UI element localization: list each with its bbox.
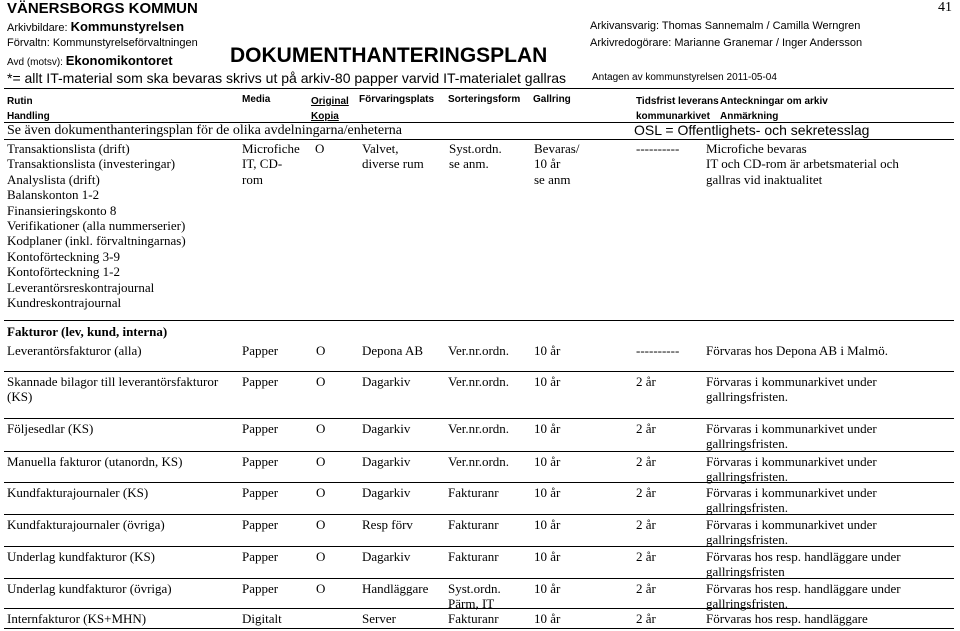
col-header-original [311,94,349,124]
col-culling: Gallring [533,94,571,105]
row-original: O [316,581,326,596]
col-sorting: Sorteringsform [448,94,521,105]
row-sorting-line: Pärm, IT [448,596,495,612]
first-block-original: O [315,141,325,156]
row-notes-line: gallringsfristen. [706,532,788,548]
row-handling [7,549,155,564]
archive-creator [7,19,184,34]
row-culling: 10 år [534,549,561,564]
row-separator [4,371,954,372]
row-culling: 10 år [534,343,561,358]
row-sorting-line: Fakturanr [448,485,499,500]
row-media: Papper [242,343,279,358]
row-deadline: 2 år [636,549,656,564]
sorting-line: Syst.ordn. [449,141,502,156]
department-label: Avd (motsv): [7,57,63,68]
row-handling [7,374,218,405]
row-media: Papper [242,454,279,469]
row-handling-line: Underlag kundfakturor (övriga) [7,581,172,596]
row-media: Papper [242,549,279,564]
row-sorting [448,421,509,436]
page-number: 41 [938,0,952,15]
col-handling: Handling [7,111,50,122]
row-storage: Dagarkiv [362,485,411,500]
media-line: IT, CD- [242,156,283,172]
row-sorting-line: Fakturanr [448,611,499,626]
row-sorting [448,485,499,500]
row-deadline: 2 år [636,581,656,596]
handling-item: Finansieringskonto 8 [7,202,117,218]
row-handling-line: Följesedlar (KS) [7,421,94,436]
archive-responsible: Arkivansvarig: Thomas Sannemalm / Camilla Werngren [590,20,861,32]
col-notes-sub: Anmärkning [720,111,779,122]
row-notes-line: Förvaras i kommunarkivet under [706,485,877,500]
row-separator [4,608,954,609]
handling-item: Kontoförteckning 3-9 [7,248,121,264]
row-notes-line: gallringsfristen. [706,596,788,612]
row-culling: 10 år [534,611,561,626]
culling-line: se anm [534,171,571,187]
row-sorting-line: Syst.ordn. [448,581,501,596]
row-storage: Resp förv [362,517,413,532]
row-media: Papper [242,517,279,532]
handling-item: Kundreskontrajournal [7,295,122,311]
row-handling [7,343,142,358]
row-media: Papper [242,581,279,596]
doc-title: DOKUMENTHANTERINGSPLAN [230,44,548,67]
row-media: Digitalt [242,611,282,626]
storage-line: Valvet, [362,141,399,156]
row-notes-line: gallringsfristen. [706,436,788,452]
row-notes [706,454,877,485]
row-separator [4,451,954,452]
row-original: O [316,454,326,469]
col-notes: Anteckningar om arkiv [720,96,828,107]
first-block-culling [534,141,579,187]
first-block-sorting [449,141,502,172]
archive-admins: Arkivredogörare: Marianne Granemar / Inger Andersson [590,37,863,49]
row-sorting-line: Ver.nr.ordn. [448,343,510,358]
row-sorting-line: Fakturanr [448,517,499,532]
col-original: Original [311,96,349,107]
row-separator [4,482,954,483]
row-notes-line: gallringsfristen. [706,469,788,485]
row-handling-line: Manuella fakturor (utanordn, KS) [7,454,183,469]
row-notes-line: Förvaras hos Depona AB i Malmö. [706,343,888,358]
row-notes-line: Förvaras i kommunarkivet under [706,374,877,389]
row-separator [4,546,954,547]
row-handling-line: Leverantörsfakturor (alla) [7,343,142,358]
row-storage: Dagarkiv [362,374,411,389]
row-storage: Depona AB [362,343,424,358]
row-handling-line: Internfakturor (KS+MHN) [7,611,147,626]
row-handling-line: Skannade bilagor till leverantörsfakturor [7,374,219,389]
row-notes-line: Förvaras hos resp. handläggare under [706,549,901,564]
row-notes-line: gallringsfristen. [706,500,788,516]
it-material-note: *= allt IT-material som ska bevaras skrivs ut på arkiv-80 papper varvid IT-materialet gallras [7,70,567,86]
first-block-items [7,141,186,310]
handling-item: Transaktionslista (investeringar) [7,156,176,172]
row-separator [4,418,954,419]
administration: Förvaltn: Kommunstyrelseförvaltningen [7,37,198,49]
adopted-date: Antagen av kommunstyrelsen 2011-05-04 [592,72,777,83]
row-sorting [448,611,499,626]
row-sorting [448,343,509,358]
row-deadline: 2 år [636,374,656,389]
row-notes [706,549,901,580]
media-line: Microfiche [242,141,300,156]
row-storage: Handläggare [362,581,429,596]
row-notes [706,611,868,626]
row-culling: 10 år [534,581,561,596]
row-notes-line: gallringsfristen. [706,389,788,405]
culling-line: Bevaras/ [534,141,580,156]
sorting-line: se anm. [449,156,489,172]
department [7,53,173,68]
row-separator [4,578,954,579]
row-deadline: 2 år [636,517,656,532]
col-storage: Förvaringsplats [359,94,435,105]
row-sorting-line: Ver.nr.ordn. [448,454,510,469]
handling-item: Balanskonton 1-2 [7,187,100,203]
row-deadline: 2 år [636,611,656,626]
row-culling: 10 år [534,421,561,436]
row-original: O [316,343,326,358]
row-handling [7,421,93,436]
media-line: rom [242,171,263,187]
row-deadline: 2 år [636,454,656,469]
handling-item: Verifikationer (alla nummerserier) [7,218,186,234]
row-original: O [316,421,326,436]
row-deadline: 2 år [636,421,656,436]
row-sorting-line: Fakturanr [448,549,499,564]
row-culling: 10 år [534,485,561,500]
row-notes-line: Förvaras i kommunarkivet under [706,454,877,469]
row-sorting [448,454,509,469]
row-handling [7,485,148,500]
row-storage: Dagarkiv [362,454,411,469]
col-deadline: Tidsfrist leverans [636,96,719,107]
row-notes-line: Förvaras i kommunarkivet under [706,517,877,532]
first-block-notes [706,141,899,187]
row-storage: Dagarkiv [362,549,411,564]
row-notes-line: gallringsfristen [706,564,785,580]
row-notes-line: Förvaras hos resp. handläggare under [706,581,901,596]
row-culling: 10 år [534,517,561,532]
row-sorting-line: Ver.nr.ordn. [448,374,510,389]
handling-item: Kodplaner (inkl. förvaltningarnas) [7,233,186,249]
row-handling [7,454,182,469]
row-handling [7,517,165,532]
row-deadline: ---------- [636,343,680,358]
osl-note: OSL = Offentlighets- och sekretesslag [634,122,870,138]
row-original: O [316,374,326,389]
archive-creator-value: Kommunstyrelsen [70,19,185,34]
col-kopia: Kopia [311,111,339,122]
row-original: O [316,517,326,532]
handling-item: Transaktionslista (drift) [7,141,130,156]
row-media: Papper [242,421,279,436]
col-rutin: Rutin [7,96,33,107]
row-handling [7,611,146,626]
col-header-rutin [7,94,50,124]
row-notes [706,517,877,548]
first-block-media [242,141,300,187]
row-original: O [316,549,326,564]
col-header-deadline [636,94,719,124]
row-notes-line: Förvaras hos resp. handläggare [706,611,868,626]
archive-creator-label: Arkivbildare: [7,22,68,34]
row-original: O [316,485,326,500]
storage-line: diverse rum [362,156,424,172]
first-block-deadline: ---------- [636,141,680,156]
first-block-storage [362,141,424,172]
row-handling-line: (KS) [7,389,33,405]
handling-item: Leverantörsreskontrajournal [7,279,155,295]
row-sorting-line: Ver.nr.ordn. [448,421,510,436]
row-storage: Server [362,611,396,626]
row-handling-line: Kundfakturajournaler (övriga) [7,517,165,532]
culling-line: 10 år [534,156,561,172]
row-media: Papper [242,374,279,389]
section-note: Se även dokumenthanteringsplan för de olika avdelningarna/enheterna [7,123,402,138]
row-handling-line: Kundfakturajournaler (KS) [7,485,149,500]
col-header-notes [720,94,828,124]
row-handling-line: Underlag kundfakturor (KS) [7,549,156,564]
handling-item: Kontoförteckning 1-2 [7,264,121,280]
row-notes [706,343,888,358]
row-media: Papper [242,485,279,500]
row-sorting [448,549,499,564]
row-notes [706,374,877,405]
row-sorting [448,517,499,532]
department-value: Ekonomikontoret [65,53,173,68]
col-deadline-sub: kommunarkivet [636,111,710,122]
row-notes [706,485,877,516]
row-handling [7,581,172,596]
notes-line: IT och CD-rom är arbetsmaterial och [706,156,899,172]
row-separator [4,628,954,629]
row-culling: 10 år [534,374,561,389]
row-sorting [448,374,509,389]
col-media: Media [242,94,271,105]
row-storage: Dagarkiv [362,421,411,436]
handling-item: Analyslista (drift) [7,171,100,187]
row-culling: 10 år [534,454,561,469]
row-deadline: 2 år [636,485,656,500]
notes-line: gallras vid inaktualitet [706,171,823,187]
org-name: VÄNERSBORGS KOMMUN [7,0,198,17]
row-notes-line: Förvaras i kommunarkivet under [706,421,877,436]
row-separator [4,514,954,515]
group-title: Fakturor (lev, kund, interna) [7,324,168,339]
notes-line: Microfiche bevaras [706,141,807,156]
row-notes [706,421,877,452]
